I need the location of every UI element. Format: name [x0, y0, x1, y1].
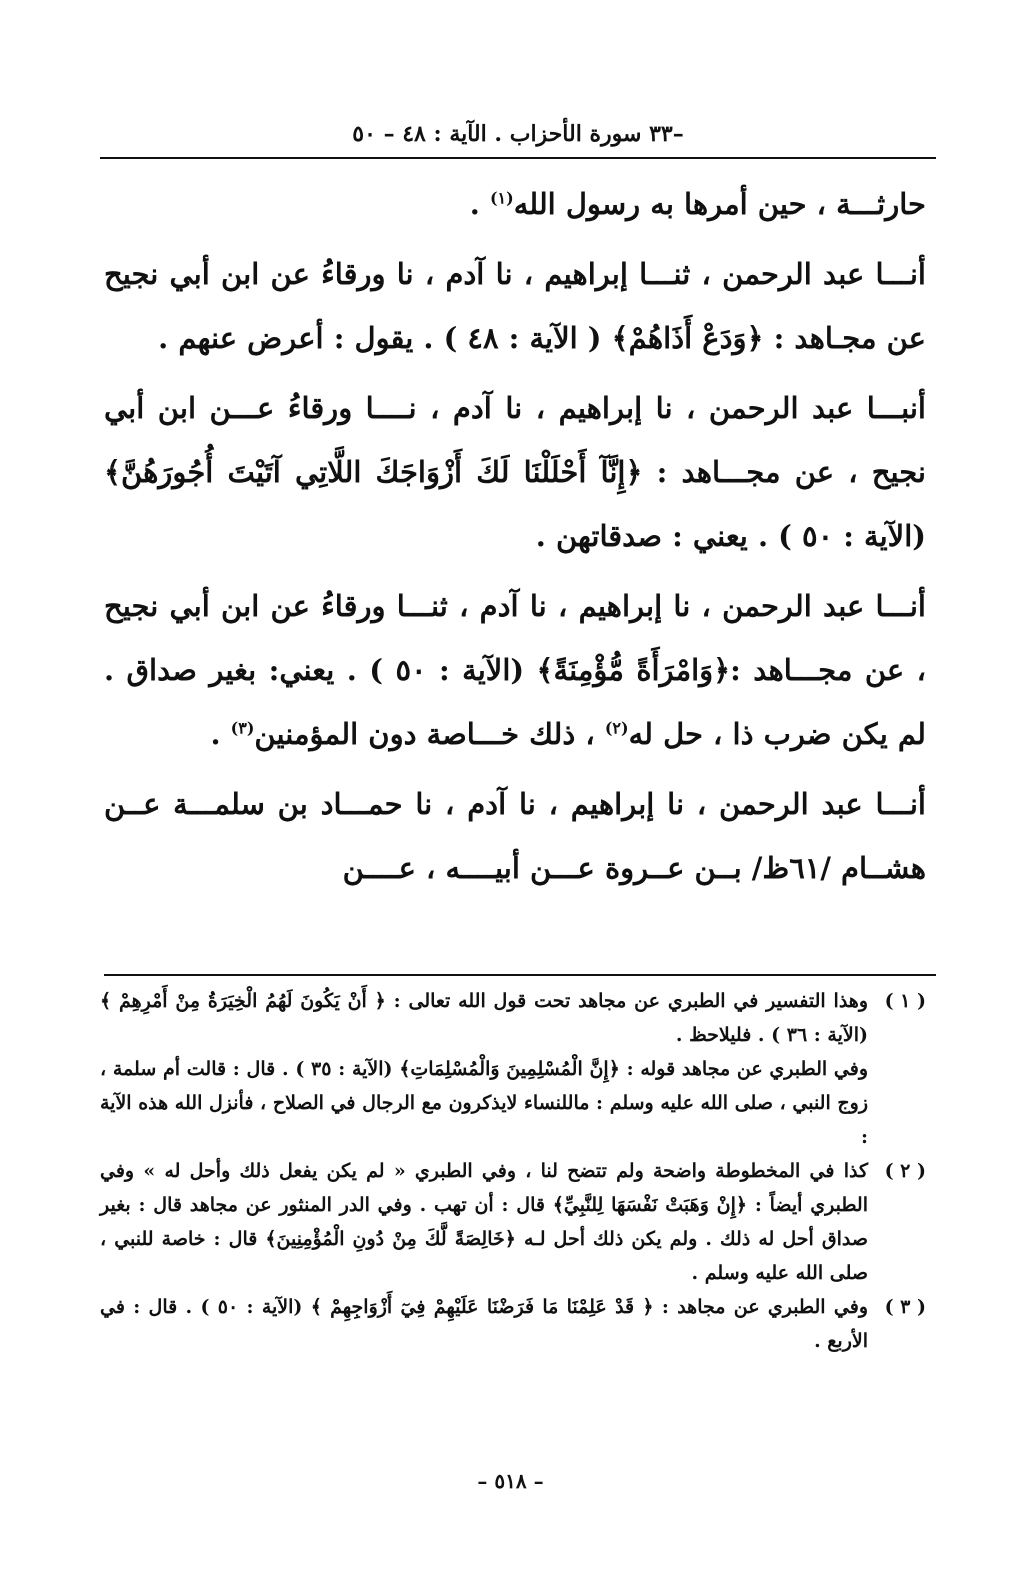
main-text	[104, 172, 926, 906]
footnote-number: ( ١ )	[884, 990, 926, 1012]
paragraph-3	[104, 376, 926, 568]
paragraph-text: أنـــا عبد الرحمن ، نا إبراهيم ، نا آدم ، نا حمـــاد بن سلمـــة عــن هشــام /٦١ظ/ بــن عــروة عـــن أبيــــه ، عــــن	[104, 787, 926, 885]
paragraph-2	[104, 242, 926, 370]
footnote-line: كذا في المخطوطة واضحة ولم تتضح لنا ، وفي الطبري « لم يكن يفعل ذلك وأحل له » وفي الطبري أيضاً : ﴿إِنْ وَهَبَتْ نَفْسَهَا لِلنَّبِيِّ﴾ قال : أن تهب . وفي الدر المنثور عن مجاهد قال : بغير صداق أحل له ذلك . ولم يكن ذلك أحل لـه ﴿خَالِصَةً لَّكَ مِنْ دُونِ الْمُؤْمِنِينَ﴾ قال : خاصة للنبي ، صلى الله عليه وسلم .	[100, 1160, 868, 1284]
footnotes	[100, 984, 926, 1358]
paragraph-tail: .	[469, 187, 490, 221]
paragraph-4	[104, 574, 926, 766]
paragraph-1	[104, 172, 926, 236]
paragraph-tail: ، ذلك خـــاصة دون المؤمنين	[254, 717, 605, 751]
page-number: – ٥١٨ –	[477, 1469, 544, 1493]
paragraph-5	[104, 772, 926, 900]
footnote-line: وفي الطبري عن مجاهد قوله : ﴿إِنَّ الْمُسْلِمِينَ وَالْمُسْلِمَاتِ﴾ (الآية : ٣٥ ) . قال : قالت أم سلمة ، زوج النبي ، صلى الله عليه وسلم : ماللنساء لايذكرون مع الرجال في الصلاح ، فأنزل الله هذه الآية :	[100, 1058, 868, 1148]
paragraph-text: أنـــا عبد الرحمن ، ثنـــا إبراهيم ، نا آدم ، نا ورقاءُ عن ابن أبي نجيح عن مجـاهد : ﴿وَدَعْ أَذَاهُمْ﴾ ( الآية : ٤٨ ) . يقول : أعرض عنهم .	[104, 257, 926, 355]
footnote-line: وفي الطبري عن مجاهد : ﴿ قَدْ عَلِمْنَا مَا فَرَضْنَا عَلَيْهِمْ فِيٓ أَزْوَاجِهِمْ ﴾ (الآية : ٥٠ ) . قال : في الأربع .	[100, 1296, 868, 1352]
footnote-rule	[104, 974, 936, 976]
footnote-2	[100, 1154, 926, 1290]
paragraph-tail-2: .	[210, 717, 231, 751]
footnote-line: وهذا التفسير في الطبري عن مجاهد تحت قول الله تعالى : ﴿ أَنْ يَكُونَ لَهُمُ الْخِيَرَةُ مِنْ أَمْرِهِمْ ﴾ (الآية : ٣٦ ) . فليلاحظ .	[100, 990, 868, 1046]
footnote-number: ( ٣ )	[884, 1296, 926, 1318]
footnote-ref-3[interactable]: (٣)	[230, 718, 255, 738]
footnote-ref-2[interactable]: (٢)	[604, 718, 629, 738]
running-head: –٣٣ سورة الأحزاب . الآية : ٤٨ – ٥٠	[352, 121, 684, 147]
paragraph-text: أنـــا عبد الرحمن ، نا إبراهيم ، نا آدم ، ثنـــا ورقاءُ عن ابن أبي نجيح ، عن مجـــاهد :﴿وَامْرَأَةً مُّؤْمِنَةً﴾ (الآية : ٥٠ ) . يعني: بغير صداق . لم يكن ضرب ذا ، حل له	[104, 589, 926, 751]
paragraph-text: حارثـــة ، حين أمرها به رسول الله	[513, 187, 926, 221]
footnote-number: ( ٢ )	[884, 1160, 926, 1182]
footnote-1	[100, 984, 926, 1154]
paragraph-text: أنبـــا عبد الرحمن ، نا إبراهيم ، نا آدم ، نــــا ورقاءُ عـــن ابن أبي نجيح ، عن مجـــاهد : ﴿إِنَّآ أَحْلَلْنَا لَكَ أَزْوَاجَكَ اللَّاتِي آتَيْتَ أُجُورَهُنَّ﴾ (الآية : ٥٠ ) . يعني : صدقاتهن .	[104, 391, 926, 553]
header-rule	[100, 157, 936, 159]
footnote-ref-1[interactable]: (١)	[489, 188, 514, 208]
footnote-3	[100, 1290, 926, 1358]
